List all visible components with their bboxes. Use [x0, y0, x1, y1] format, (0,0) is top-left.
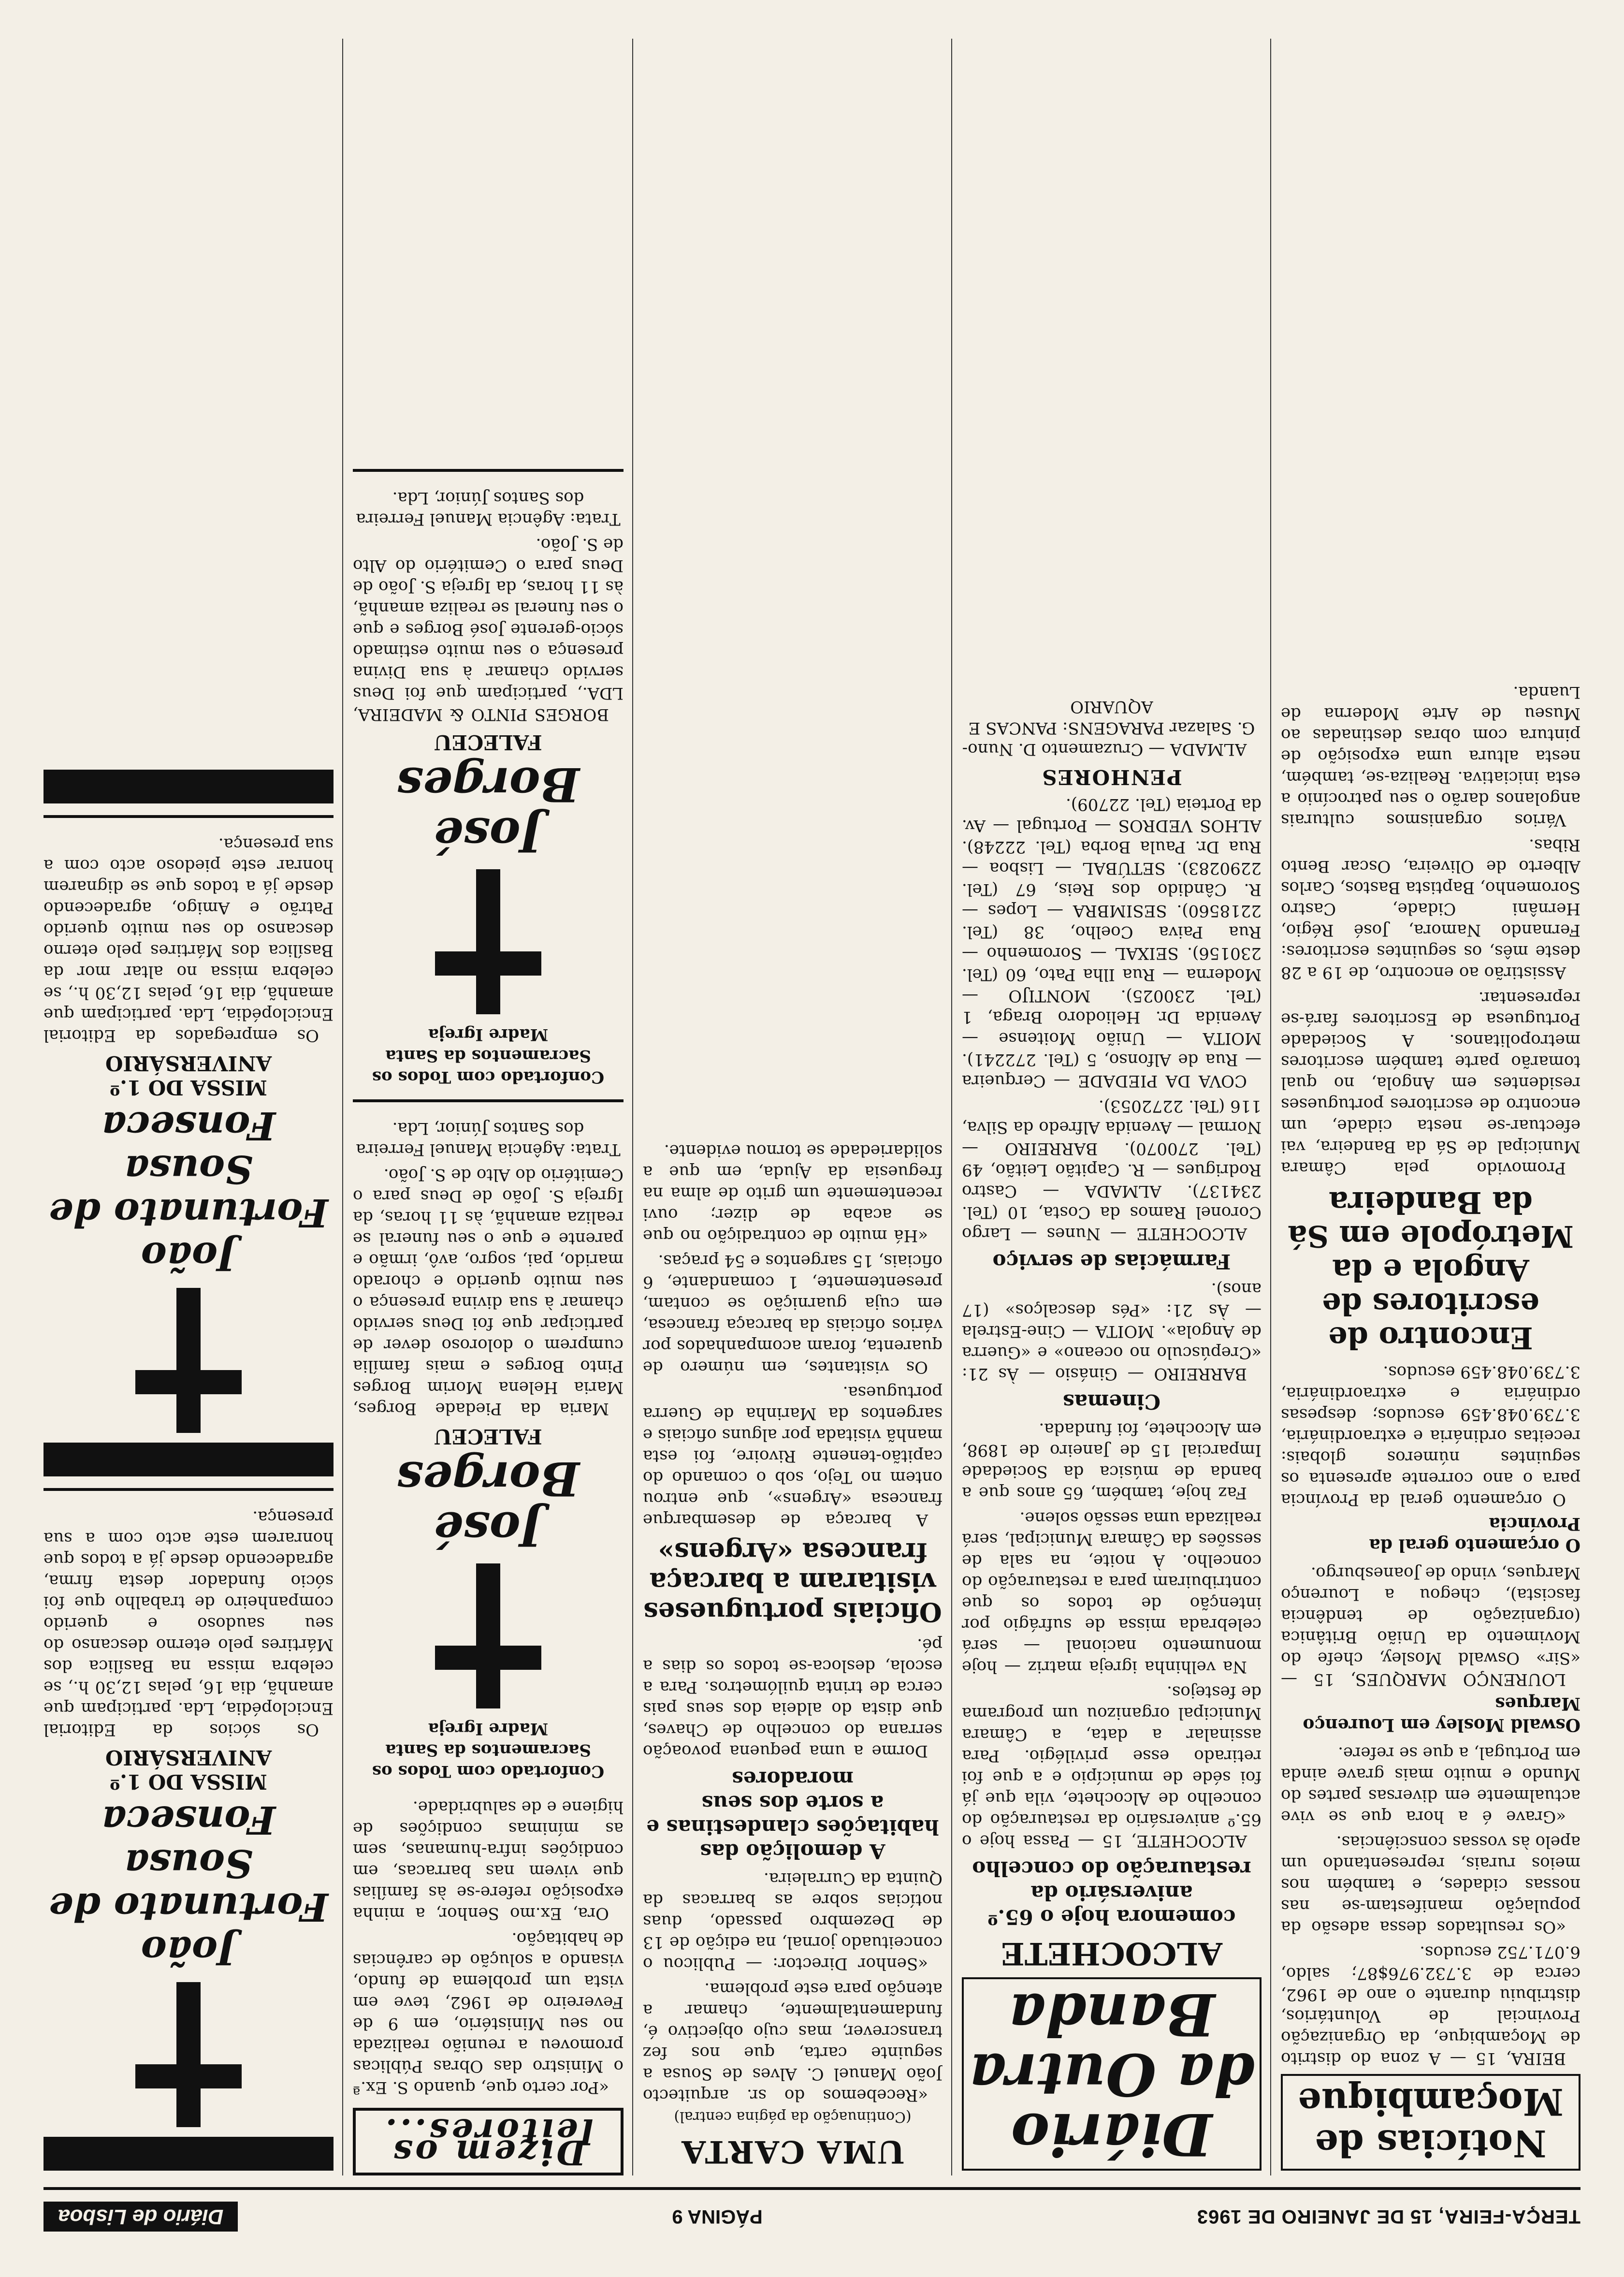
column-carta: [643, 39, 942, 2175]
orcamento-subtitle: O orçamento geral da Província: [1369, 1514, 1580, 1555]
cross-icon: [435, 1563, 541, 1708]
demolicao-title: A demolição das habitações clandestinas e a sorte dos seus moradores: [646, 1767, 939, 1863]
header-date: TERÇA-FEIRA, 15 DE JANEIRO DE 1963: [1196, 2206, 1580, 2228]
penhores-heading: PENHORES: [1041, 765, 1182, 789]
obituary-trata: Trata: Agência Manuel Ferreira dos Santos Júnior, Lda.: [356, 1119, 621, 1159]
article-paragraph: «Grave é a hora que se vive actualmente em diversas partes do Mundo e muito mais grave ainda em Portugal, a que se refere.: [1281, 1743, 1580, 1826]
column-divider: [1270, 39, 1271, 2175]
diario-outra-banda-title: Diário da Outra Banda: [969, 1980, 1255, 2168]
missa-text: Os sócios da Editorial Enciclopédia, Lda. participam que amanhã, dia 16, pelas 12,30 h., se celebra missa na Basílica dos Mártires pelo eterno descanso do seu saudoso e querido companheiro de trabalho que foi sócio fundador desta firma, agradecendo desde já a todos que honrarem este acto com a sua presença.: [44, 1507, 334, 1739]
article-paragraph: Assistirão ao encontro, de 19 a 28 deste mês, os seguintes escritores: Fernando Namora, José Régio, Hernâni Cidade, Castro Soromenho, Baptista Bastos, Carlos Alberto de Oliveira, Oscar Bento Ribas.: [1281, 835, 1580, 982]
mosley-subtitle: Oswald Mosley em Lourenço Marques: [1303, 1693, 1580, 1735]
column-divider: [951, 39, 952, 2175]
missa-subtitle: MISSA DO 1.º ANIVERSÁRIO: [105, 1746, 272, 1794]
cross-icon: [435, 869, 541, 1014]
obituary-trata: Trata: Agência Manuel Ferreira dos Santos Júnior, Lda.: [356, 488, 621, 529]
column-leitores-obituarios: [353, 39, 624, 2175]
mocambique-title: Notícias de Moçambique: [1281, 2074, 1580, 2171]
missa-text: Os empregados da Editorial Enciclopédia, Lda. participam que amanhã, dia 16, pelas 12,30 h., se celebra missa no altar mor da Basílica dos Mártires pelo eterno descanso do seu muito querido Patrão e Amigo, agradecendo desde já a todos que se dignarem honrar este piedoso acto com a sua presença.: [44, 834, 334, 1045]
cross-icon: [135, 1982, 242, 2127]
obituary-faleceu: FALECEU: [434, 730, 542, 754]
obituary-header: Confortado com Todos os Sacramentos da Santa Madre Igreja: [372, 1719, 605, 1781]
cross-icon: [135, 1288, 242, 1433]
article-paragraph: «Senhor Director: — Publicou o conceituado jornal, na edição de 13 de Dezembro passado, duas notícias sobre as barracas da Quinta da Curraleira.: [643, 1869, 942, 1973]
article-paragraph: COVA DA PIEDADE — Cerqueira — Rua de Alfonso, 5 (Tel. 272241). MOITA — União Moitense — Avenida Dr. Heliodoro Braga, 1 (Tel. 230025). MONTIJO — Moderna — Rua Ilha Pato, 60 (Tel. 230156). SEIXAL — Soromenho — Rua Paiva Coelho, 38 (Tel. 2218560). SESIMBRA — Lopes — R. Cândido dos Reis, 67 (Tel. 2290283). SETÚBAL — Lisboa — Rua Dr. Paula Borba (Tel. 22248). ALHOS VEDROS — Portugal — Av. da Porteia (Tel. 22709).: [962, 795, 1262, 1091]
farmacias-heading: Farmácias de serviço: [992, 1250, 1231, 1273]
header-masthead: Diário de Lisboa: [44, 2202, 238, 2232]
obituary-name: José Borges: [397, 757, 580, 862]
column-missas: [44, 39, 334, 2175]
diario-outra-banda-box: [962, 1977, 1262, 2171]
article-paragraph: Ora, Ex.mo Senhor, a minha exposição refere-se às famílias que vivem nas barracas, em condições infra-humanas, sem as mínimas condições de higiene e de salubridade.: [353, 1797, 624, 1923]
article-paragraph: «Há muito de contradição no que se acaba de dizer; ouvi recentemente um grito de alma na freguesia da Ajuda, em que a solidariedade se tornou evidente.: [643, 1141, 942, 1245]
article-paragraph: ALCOCHETE — Nunes — Largo Coronel Ramos da Costa, 10 (Tel. 234137). ALMADA — Castro Rodrigues — R. Capitão Leitão, 49 (Tel. 270070). BARREIRO — Normal — Avenida Alfredo da Silva, 116 (Tel. 2272053).: [962, 1096, 1262, 1243]
black-bar: [44, 1443, 334, 1476]
obituary-text: Maria da Piedade Borges, Maria Helena Morim Borges Pinto Borges e mais família cumprem o doloroso dever de participar que foi Deus servido chamar à sua divina presença o seu muito querido e chorado marido, pai, sogro, avô, irmão e parente e que o seu funeral se realiza amanhã, às 11 horas, da Igreja S. João de Deus para o Cemitério do Alto de S. João.: [353, 1165, 624, 1418]
article-paragraph: O orçamento geral da Província para o ano corrente apresenta os seguintes números globais: receitas ordinária e extraordinária, 3.739.048.459 escudos; despesas ordinária e extraordinária, 3.739.048.459 escudos.: [1281, 1362, 1580, 1509]
article-paragraph: LOURENÇO MARQUES, 15 — «Sir» Oswald Mosley, chefe do Movimento da União Britânica (organização de tendência fascista), chegou a Lourenço Marques, vindo de Joanesburgo.: [1281, 1563, 1580, 1689]
article-paragraph: «Recebemos do sr. arquitecto João Manuel C. Alves de Sousa a seguinte carta, que nos fez transcrever, mas cujo objectivo é, fundamentalmente, chamar a atenção para este problema.: [643, 1979, 942, 2105]
obituary-text: BORGES PINTO & MADEIRA, LDA., participam que foi Deus servido chamar à sua Divina presença o seu muito estimado sócio-gerente José Borges e que o seu funeral se realiza amanhã, às 11 horas, da Igreja S. João de Deus para o Cemitério do Alto de S. João.: [353, 535, 624, 724]
carta-continuation: (Continuação da página central): [674, 2108, 912, 2125]
article-paragraph: BEIRA, 15 — A zona do distrito de Moçambique, da Organização Provincial de Voluntários, distribuiu durante o ano de 1962, cerca de 3.732.976$87; saldo, 6.071.752 escudos.: [1281, 1942, 1580, 2068]
article-paragraph: ALMADA — Cruzamento D. Nuno-G. Salazar PARAGENS: PANCAS E AQUARIO: [962, 697, 1255, 759]
article-paragraph: Vários organismos culturais angolanos darão o seu patrocínio a esta iniciativa. Realiza-se, também, nesta altura uma exposição de pintura com obras destinadas ao Museu de Arte Moderna de Luanda.: [1281, 683, 1580, 830]
article-paragraph: BARREIRO — Ginásio — Às 21: «Crepúsculo no oceano» e «Guerra de Angola». MOITA — Cine-Estrela — Às 21: «Pés descalços» (17 anos).: [962, 1279, 1262, 1384]
argens-title: Oficiais portugueses visitaram a barcaça francesa «Argens»: [643, 1537, 942, 1628]
article-paragraph: «Os resultados dessa adesão da população manifestam-se nas nossas cidades, e também nos meios rurais, representando um apelo às vossas consciências.: [1281, 1832, 1580, 1937]
missa-2: [44, 815, 334, 1433]
escritores-title: Encontro de escritores de Angola e da Metrópole em Sá da Bandeira: [1288, 1185, 1574, 1356]
obituary-header: Confortado com Todos os Sacramentos da Santa Madre Igreja: [372, 1025, 605, 1087]
missa-name: João Fortunato de Sousa Fonseca: [48, 1797, 329, 1973]
missa-subtitle: MISSA DO 1.º ANIVERSÁRIO: [105, 1051, 272, 1099]
column-outra-banda: [962, 39, 1262, 2175]
obituary-1: [353, 1099, 624, 1782]
page-header: [44, 2187, 1580, 2243]
dizem-leitores-title: Dizem os leitores...: [353, 2108, 624, 2175]
article-paragraph: Os visitantes, em número de quarenta, foram acompanhados por vários oficiais da barcaça francesa, em cuja guarnição se contam, presentemente, 1 comandante, 6 oficiais, 15 sargentos e 54 praças.: [643, 1251, 942, 1377]
article-paragraph: Faz hoje, também, 65 anos que a banda de música da Sociedade Imparcial 15 de Janeiro de 1898, em Alcochete, foi fundada.: [962, 1419, 1262, 1503]
alcochete-title: ALCOCHETE: [1001, 1935, 1222, 1971]
missa-name: João Fortunato de Sousa Fonseca: [48, 1103, 329, 1279]
carta-title: UMA CARTA: [681, 2133, 905, 2170]
article-paragraph: A barcaça de desembarque francesa «Argens», que entrou ontem no Tejo, sob o comando do capitão-tenente Rivoire, foi esta manhã visitada por alguns oficiais e sargentos da Marinha de Guerra portuguesa.: [643, 1383, 942, 1530]
column-mocambique: [1281, 39, 1580, 2175]
column-divider: [632, 39, 633, 2175]
article-paragraph: Na velhinha igreja matriz — hoje monumento nacional — será celebrada missa de sufrágio por intenção de todos os que contribuiram para a restauração do concelho. À noite, na sala de sessões da Câmara Municipal, será realizada uma sessão solene.: [962, 1508, 1262, 1677]
alcochete-subtitle: comemora hoje o 65.º aniversário da restauração do concelho: [972, 1857, 1251, 1929]
article-paragraph: Dorme a uma pequena povoação serrana do concelho de Chaves, que dista do aldeia dos seus pais cerca de trinta quilómetros. Para a escola, desloca-se todos os dias a pé.: [643, 1635, 942, 1761]
black-bar: [44, 2137, 334, 2171]
column-divider: [342, 39, 343, 2175]
article-paragraph: Promovido pela Câmara Municipal de Sá da Bandeira, vai efectuar-se nesta cidade, um encontro de escritores portugueses residentes em Angola, no qual tomarão parte também escritores metropolitanos. A Sociedade Portuguesa de Escritores fará-se representar.: [1281, 988, 1580, 1178]
missa-1: [44, 1488, 334, 2127]
obituary-faleceu: FALECEU: [434, 1425, 542, 1448]
article-paragraph: ALCOCHETE, 15 — Passa hoje o 65.º aniversário da restauração do concelho de Alcochete, vila que já foi séde de município e a que foi retirado esse privilégio. Para assinalar a data, a Câmara Municipal organizou um programa de festejos.: [962, 1682, 1262, 1851]
header-page-number: PÁGINA 9: [672, 2206, 763, 2228]
obituary-2: [353, 469, 624, 1088]
obituary-name: José Borges: [397, 1451, 580, 1556]
black-bar: [44, 770, 334, 803]
cinemas-heading: Cinemas: [1063, 1390, 1160, 1414]
article-paragraph: «Por certo que, quando S. Ex.ª o Ministro das Obras Públicas promoveu a reunião realizada no seu Ministério, em 9 de Fevereiro de 1962, teve em vista um problema de fundo, visando a solução de carências de habitação.: [353, 1929, 624, 2097]
